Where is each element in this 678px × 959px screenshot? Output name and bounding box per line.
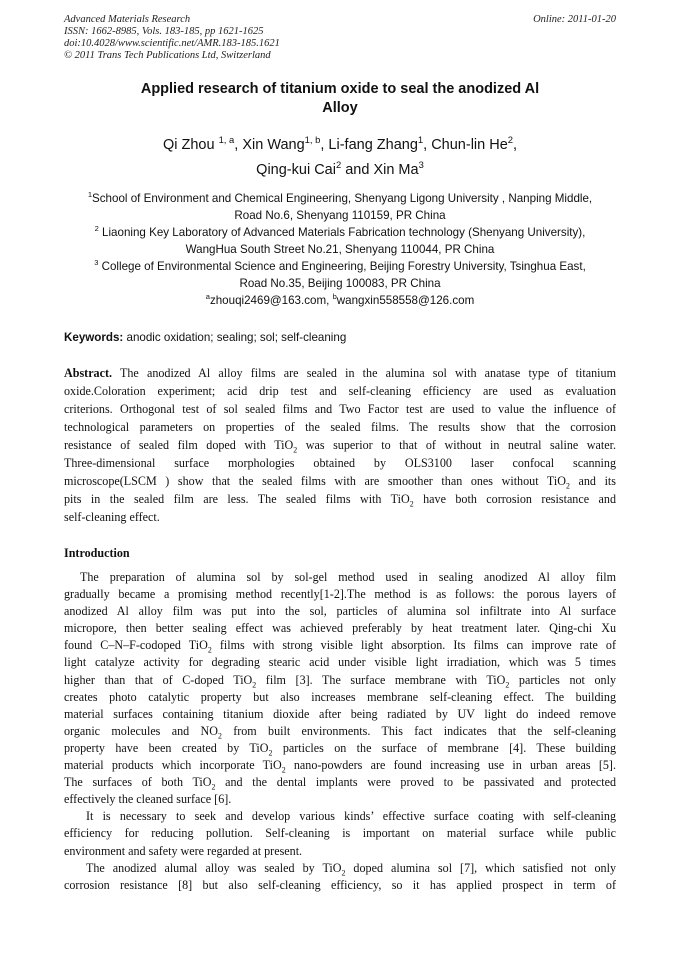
- subscript: 2: [341, 868, 346, 877]
- body-line: micropore, then better sealing effect was achieved preferably by heat treatment later. Qing-chi Xu: [64, 621, 616, 636]
- affiliation-2-line-1: [58, 224, 622, 241]
- abstract-line: criterions. Orthogonal test of sol sealed films and Two Factor test are used to value the influence of: [64, 402, 616, 416]
- body-line: [64, 740, 616, 757]
- body-text: property have been created by TiO: [64, 740, 269, 755]
- author-name: Xin Ma: [373, 162, 419, 178]
- body-text: particles not only: [509, 672, 616, 687]
- keywords-text: anodic oxidation; sealing; sol; self-cleaning: [123, 331, 347, 344]
- email-marker: a: [205, 292, 210, 302]
- abstract-text: microscope(LSCM ) show that the sealed films with are smoother than ones without TiO: [64, 474, 566, 488]
- body-text: from built environments. This fact indicates that the self-cleaning: [221, 723, 616, 738]
- abstract-text: have both corrosion resistance and: [413, 492, 616, 506]
- body-text: nano-powders are found increasing use in urban areas [5].: [285, 758, 616, 773]
- email-b[interactable]: wangxin558558@126.com: [336, 294, 475, 307]
- author-superscript: 1, b: [304, 134, 321, 146]
- section-heading-introduction: Introduction: [64, 546, 130, 560]
- email-a[interactable]: zhouqi2469@163.com,: [209, 294, 333, 307]
- author-superscript: 2: [507, 134, 514, 146]
- affiliation-3-line-1: [58, 258, 622, 275]
- subscript: 2: [207, 645, 212, 655]
- body-text: and the dental implants were proved to be passivated and protected: [215, 775, 616, 790]
- keywords-label: Keywords:: [64, 331, 124, 344]
- copyright-line: © 2011 Trans Tech Publications Ltd, Switzerland: [64, 50, 271, 61]
- body-text: particles on the surface of membrane [4]. These building: [272, 740, 616, 755]
- journal-name: Advanced Materials Research: [64, 14, 191, 25]
- affiliation-1-line-2: Road No.6, Shenyang 110159, PR China: [234, 209, 446, 222]
- affiliation-2-line-2: WangHua South Street No.21, Shenyang 110044, PR China: [185, 243, 495, 256]
- abstract-text: and its: [569, 474, 616, 488]
- author-name: Xin Wang: [242, 137, 305, 153]
- author-superscript: 1: [417, 134, 424, 146]
- body-line: creates photo catalytic property but also increases membrane self-cleaning effect. The building: [64, 689, 616, 704]
- affiliation-marker: 3: [94, 258, 99, 268]
- affiliation-marker: 2: [94, 224, 99, 234]
- journal-header: [64, 14, 616, 62]
- body-text: doped alumina sol [7], which satisfied not only: [345, 860, 616, 875]
- body-line: [64, 757, 616, 774]
- abstract-line: [64, 436, 616, 454]
- body-line: [64, 672, 616, 689]
- body-line: effectively the cleaned surface [6].: [64, 792, 232, 807]
- body-text: higher than that of C-doped TiO: [64, 672, 253, 687]
- abstract-text: resistance of sealed film doped with TiO: [64, 438, 294, 452]
- body-line: [64, 723, 616, 740]
- body-text: The surfaces of both TiO: [64, 775, 212, 790]
- subscript: 2: [409, 499, 414, 508]
- introduction-body: [64, 569, 616, 894]
- title-line-2: Alloy: [322, 100, 358, 116]
- abstract-line: [64, 364, 616, 382]
- abstract-text: was superior to that of without in neutral saline water.: [297, 438, 616, 452]
- author-separator: ,: [513, 137, 518, 153]
- body-text: organic molecules and NO: [64, 723, 218, 738]
- affiliation-text: School of Environment and Chemical Engineering, Shenyang Ligong University , Nanping Middle,: [92, 192, 593, 205]
- subscript: 2: [565, 481, 570, 490]
- subscript: 2: [217, 731, 222, 740]
- author-name: Qi Zhou: [162, 137, 219, 153]
- author-name: Li-fang Zhang: [328, 137, 418, 153]
- subscript: 2: [211, 782, 216, 792]
- abstract-line: [64, 472, 616, 490]
- abstract-line: [64, 490, 616, 508]
- body-line: anodized Al alloy film was put into the sol, particles of alumina sol infiltrate into Al surface: [64, 604, 616, 619]
- body-line: gradually became a promising method recently[1-2].The method is as follows: the porous layers of: [64, 587, 616, 602]
- subscript: 2: [268, 748, 273, 758]
- body-line: corrosion resistance [8] but also self-cleaning efficiency, so it has applied prospect in term of: [64, 877, 616, 892]
- abstract-text: pits in the sealed film are less. The sealed films with TiO: [64, 492, 410, 506]
- affiliation-text: College of Environmental Science and Engineering, Beijing Forestry University, Tsinghua East,: [98, 260, 586, 273]
- paper-title: [64, 80, 616, 118]
- author-line-1: [64, 133, 616, 158]
- body-line: light catalyze activity for degrading stearic acid under visible light irradiation, which was 5 times: [64, 655, 616, 670]
- body-text: found C–N–F-codoped TiO: [64, 638, 208, 653]
- author-name: Chun-lin He: [431, 137, 508, 153]
- body-text: films with strong visible light absorption. Its films can improve rate of: [211, 638, 616, 653]
- author-separator: and: [341, 162, 374, 178]
- abstract-line: technological parameters on properties of the sealed films. The results show that the corrosion: [64, 420, 616, 434]
- doi-line: doi:10.4028/www.scientific.net/AMR.183-185.1621: [64, 38, 280, 49]
- body-line: environment and safety were regarded at present.: [64, 843, 303, 858]
- author-superscript: 3: [418, 159, 424, 171]
- affiliation-3-line-2: Road No.35, Beijing 100083, PR China: [239, 277, 441, 290]
- affiliation-marker: 1: [87, 190, 93, 200]
- author-superscript: 2: [335, 159, 342, 171]
- author-separator: ,: [423, 137, 432, 153]
- body-text: The anodized alumal alloy was sealed by TiO: [86, 860, 342, 875]
- abstract-line: oxide.Coloration experiment; acid drip test and self-cleaning efficiency are used as evaluation: [64, 384, 616, 398]
- body-line: material surfaces containing titanium dioxide after being radiated by UV light do indeed remove: [64, 706, 616, 721]
- abstract: [64, 364, 616, 526]
- body-line: [64, 860, 616, 877]
- affiliation-1-line-1: [58, 190, 622, 207]
- body-line: [64, 637, 616, 654]
- author-separator: ,: [320, 137, 329, 153]
- body-line: The preparation of alumina sol by sol-gel method used in sealing anodized Al alloy film: [80, 570, 616, 584]
- body-text: material products which incorporate TiO: [64, 758, 282, 773]
- body-line: efficiency for reducing pollution. Self-cleaning is important on material surface while public: [64, 826, 616, 841]
- affiliation-text: Liaoning Key Laboratory of Advanced Materials Fabrication technology (Shenyang University),: [98, 226, 586, 239]
- email-marker: b: [332, 292, 337, 302]
- subscript: 2: [505, 679, 510, 689]
- affiliations: [58, 190, 622, 309]
- keywords: [64, 330, 616, 346]
- author-line-2: [64, 158, 616, 183]
- abstract-label: Abstract.: [64, 366, 113, 380]
- abstract-line: self-cleaning effect.: [64, 510, 160, 524]
- abstract-line: Three-dimensional surface morphologies obtained by OLS3100 laser confocal scanning: [64, 456, 616, 470]
- title-line-1: Applied research of titanium oxide to seal the anodized Al: [140, 81, 540, 97]
- issn-line: ISSN: 1662-8985, Vols. 183-185, pp 1621-1625: [64, 26, 264, 37]
- author-list: [64, 133, 616, 183]
- subscript: 2: [252, 679, 257, 689]
- author-superscript: 1, a: [218, 134, 235, 146]
- email-line: [58, 292, 622, 309]
- body-line: [64, 774, 616, 791]
- body-text: film [3]. The surface membrane with TiO: [256, 672, 506, 687]
- author-name: Qing-kui Cai: [256, 162, 336, 178]
- author-separator: ,: [234, 137, 243, 153]
- body-line: It is necessary to seek and develop various kinds’ effective surface coating with self-cleaning: [86, 809, 616, 824]
- online-date: Online: 2011-01-20: [533, 14, 616, 25]
- subscript: 2: [293, 445, 298, 454]
- abstract-text: The anodized Al alloy films are sealed in the alumina sol with anatase type of titanium: [112, 366, 616, 380]
- subscript: 2: [281, 765, 286, 775]
